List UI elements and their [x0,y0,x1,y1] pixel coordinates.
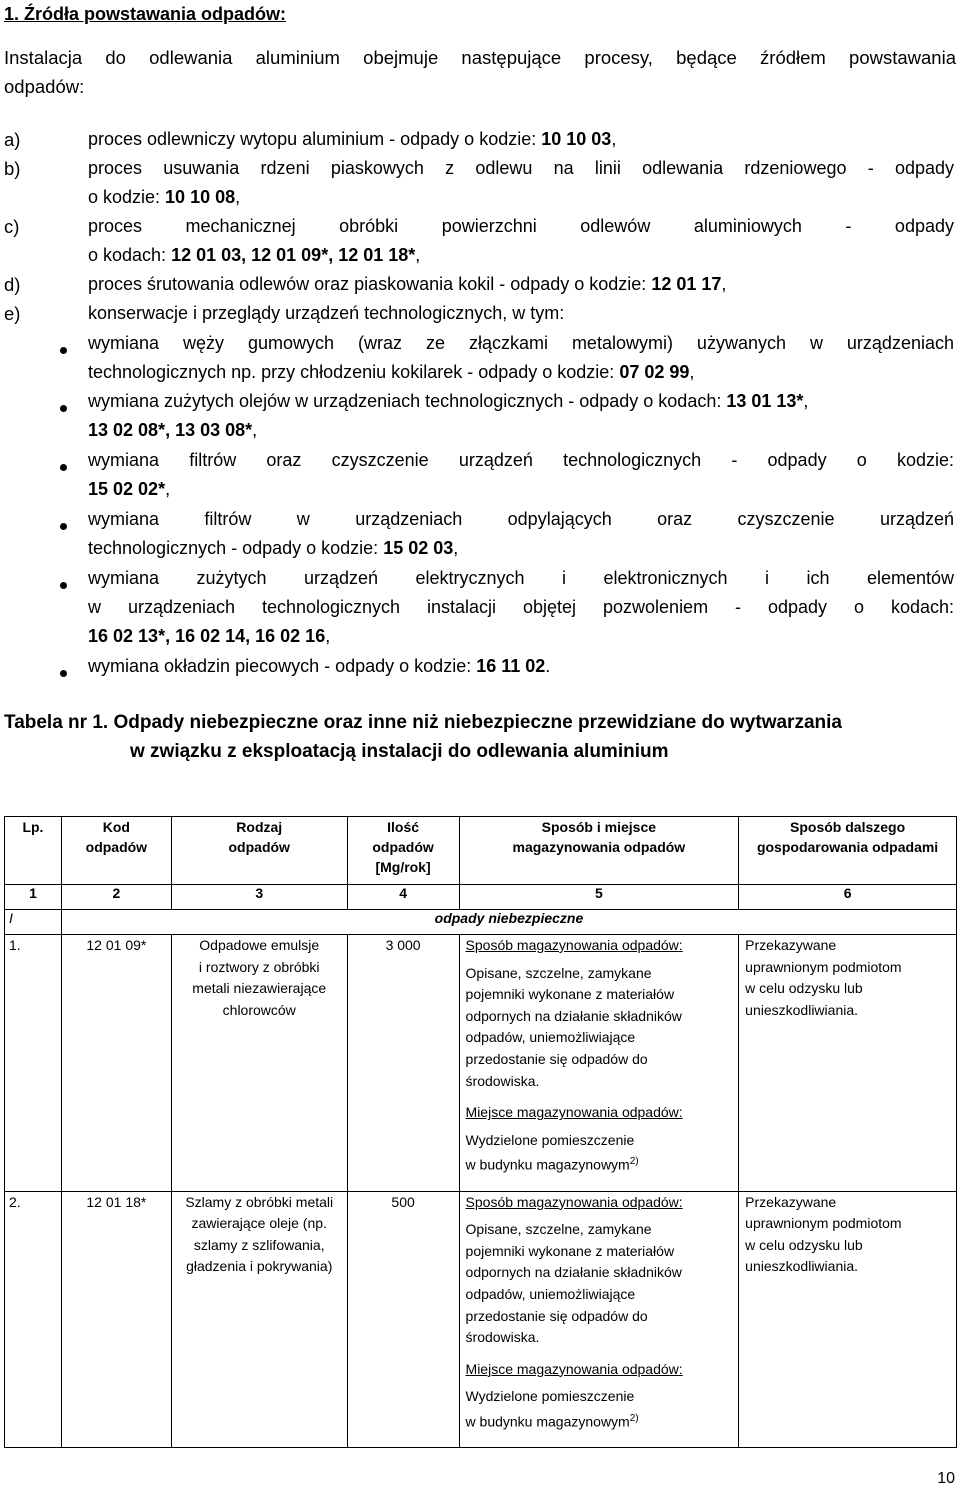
header-code: Kod odpadów [61,817,171,885]
bullet-icon [60,664,67,682]
row-storage: Sposób magazynowania odpadów: Opisane, szczelne, zamykane pojemniki wykonane z materiałów odpornych na działanie składników odpadów, uniemożliwiające przedostanie się odpadów do środowiska. Miejsce magazynowania odpadów: Wydzielone pomieszczenie w budynku magazynowym$^{2)}$ [459,935,739,1192]
waste-table [4,816,957,1448]
section-title: odpady niebezpieczne [61,910,956,935]
header-lp: Lp. [5,817,62,885]
intro-line-1: Instalacja do odlewania aluminium obejmuje następujące procesy, będące źródłem powstawania [4,47,956,68]
bullet-line: technologicznych np. przy chłodzeniu kokilarek - odpady o kodzie: 07 02 99, [88,362,695,382]
section-heading: 1. Źródła powstawania odpadów: [4,4,287,24]
row-kind: Szlamy z obróbki metali zawierające oleje (np. szlamy z szlifowania, gładzenia i pokrywania) [171,1191,347,1448]
bullet-line: wymiana zużytych urządzeń elektrycznych i elektronicznych i ich elementów [88,568,954,588]
table-header-row [5,817,957,885]
item-line: proces usuwania rdzeni piaskowych z odlewu na linii odlewania rdzeniowego - odpady [88,158,954,178]
col-number: 2 [61,885,171,910]
bullet-line: wymiana okładzin piecowych - odpady o kodzie: 16 11 02. [88,656,551,676]
bullet-line: technologicznych - odpady o kodzie: 15 02 03, [88,538,459,558]
bullet-line: 15 02 02*, [88,479,171,499]
table-caption-line2: w związku z eksploatacją instalacji do odlewania aluminium [130,741,669,762]
bullet-line: w urządzeniach technologicznych instalacji objętej pozwoleniem - odpady o kodach: [88,597,954,617]
bullet-icon [60,399,67,417]
table-row [5,1191,957,1448]
item-line: proces mechanicznej obróbki powierzchni odlewów aluminiowych - odpady [88,216,954,236]
bullet-line: 16 02 13*, 16 02 14, 16 02 16, [88,626,331,646]
item-label: b) [4,158,21,179]
row-destination: Przekazywane uprawnionym podmiotom w celu odzysku lub unieszkodliwiania. [739,935,957,1192]
col-number: 6 [739,885,957,910]
header-qty: Ilość odpadów [Mg/rok] [347,817,459,885]
bullet-line: wymiana zużytych olejów w urządzeniach technologicznych - odpady o kodach: 13 01 13*, [88,391,809,411]
col-number: 1 [5,885,62,910]
table-row [5,935,957,1192]
col-number: 3 [171,885,347,910]
section-row [5,910,957,935]
table-caption [4,708,956,737]
item-label: e) [4,303,21,324]
bullet-icon [60,341,67,359]
header-kind: Rodzaj odpadów [171,817,347,885]
intro-line-2: odpadów: [4,76,85,97]
header-storage: Sposób i miejsce magazynowania odpadów [459,817,739,885]
bullet-icon [60,576,67,594]
column-number-row [5,885,957,910]
item-line: konserwacje i przeglądy urządzeń technologicznych, w tym: [88,303,565,323]
col-number: 5 [459,885,739,910]
bullet-icon [60,517,67,535]
section-label: I [5,910,62,935]
item-line: o kodach: 12 01 03, 12 01 09*, 12 01 18*, [88,245,421,265]
bullet-line: wymiana filtrów oraz czyszczenie urządzeń technologicznych - odpady o kodzie: [88,450,954,470]
row-qty: 500 [347,1191,459,1448]
page-number: 10 [937,1470,955,1487]
row-lp: 1. [5,935,62,1192]
table-caption-line1: Odpady niebezpieczne oraz inne niż niebezpieczne przewidziane do wytwarzania [113,712,842,733]
row-code: 12 01 18* [61,1191,171,1448]
bullet-icon [60,458,67,476]
item-label: c) [4,216,20,237]
item-line: proces odlewniczy wytopu aluminium - odpady o kodzie: 10 10 03, [88,129,617,149]
item-label: d) [4,274,21,295]
row-destination: Przekazywane uprawnionym podmiotom w celu odzysku lub unieszkodliwiania. [739,1191,957,1448]
item-line: o kodzie: 10 10 08, [88,187,241,207]
header-destination: Sposób dalszego gospodarowania odpadami [739,817,957,885]
row-lp: 2. [5,1191,62,1448]
row-storage: Sposób magazynowania odpadów: Opisane, szczelne, zamykane pojemniki wykonane z materiałów odpornych na działanie składników odpadów, uniemożliwiające przedostanie się odpadów do środowiska. Miejsce magazynowania odpadów: Wydzielone pomieszczenie w budynku magazynowym$^{2)}$ [459,1191,739,1448]
item-label: a) [4,129,21,150]
row-qty: 3 000 [347,935,459,1192]
bullet-line: wymiana węży gumowych (wraz ze złączkami metalowymi) używanych w urządzeniach [88,333,954,353]
row-kind: Odpadowe emulsje i roztwory z obróbki metali niezawierające chlorowców [171,935,347,1192]
table-caption-label: Tabela nr 1. [4,712,109,733]
row-code: 12 01 09* [61,935,171,1192]
bullet-line: wymiana filtrów w urządzeniach odpylających oraz czyszczenie urządzeń [88,509,954,529]
col-number: 4 [347,885,459,910]
bullet-line: 13 02 08*, 13 03 08*, [88,420,258,440]
item-line: proces śrutowania odlewów oraz piaskowania kokil - odpady o kodzie: 12 01 17, [88,274,727,294]
